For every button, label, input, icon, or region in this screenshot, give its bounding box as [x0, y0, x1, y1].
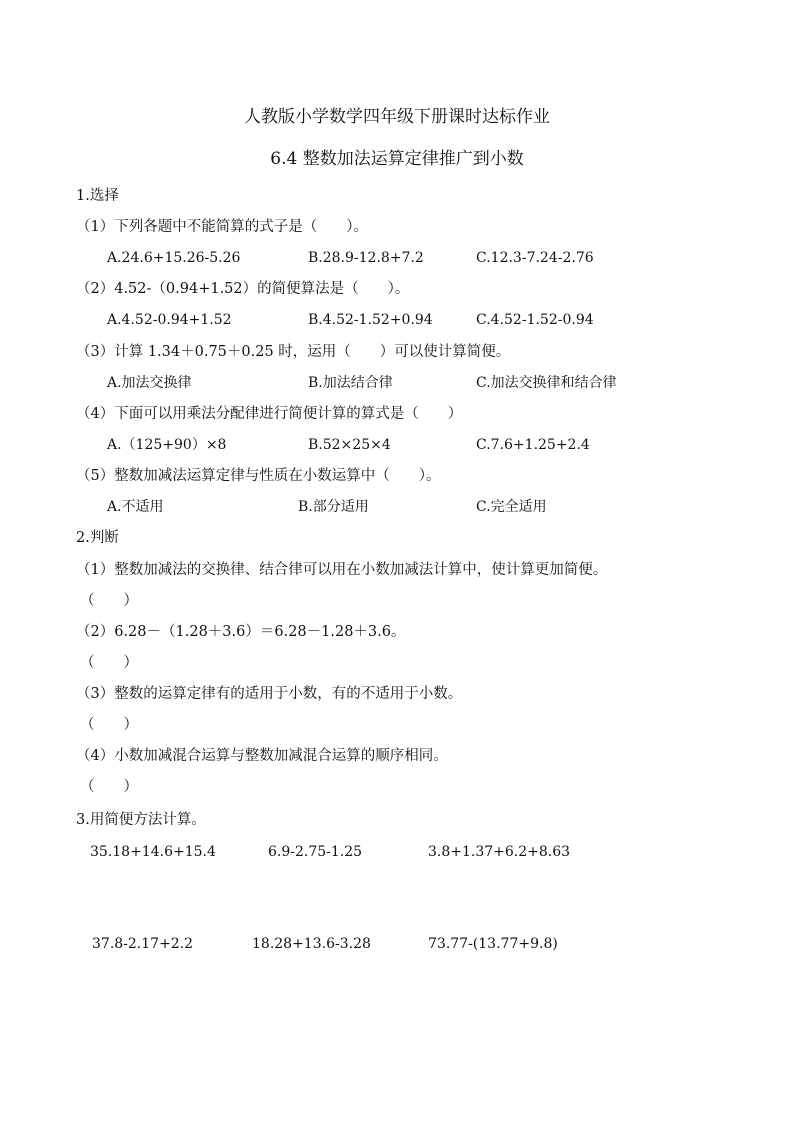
option-a: A.加法交换律: [107, 375, 192, 391]
option-b: B.部分适用: [298, 499, 369, 515]
calc-expression: 37.8-2.17+2.2: [92, 936, 194, 952]
question-text: （2）6.28－（1.28＋3.6）＝6.28－1.28＋3.6。: [76, 624, 406, 640]
calc-expression: 35.18+14.6+15.4: [90, 844, 216, 860]
answer-blank[interactable]: （ ）: [80, 779, 138, 795]
answer-blank[interactable]: （ ）: [80, 655, 138, 671]
question-text: （1）下列各题中不能简算的式子是（ ）。: [76, 219, 368, 235]
page-subtitle: 6.4 整数加法运算定律推广到小数: [270, 149, 524, 169]
option-b: B.28.9-12.8+7.2: [308, 250, 424, 266]
calc-expression: 18.28+13.6-3.28: [252, 936, 371, 952]
answer-blank[interactable]: （ ）: [80, 593, 138, 609]
question-text: （1）整数加减法的交换律、结合律可以用在小数加减法计算中，使计算更加简便。: [76, 562, 608, 578]
question-text: （5）整数加减法运算定律与性质在小数运算中（ ）。: [76, 468, 441, 484]
question-text: （4）下面可以用乘法分配律进行简便计算的算式是（ ）: [76, 406, 463, 422]
section-heading-calc: 3.用简便方法计算。: [76, 812, 206, 828]
question-text: （4）小数加减混合运算与整数加减混合运算的顺序相同。: [76, 748, 448, 764]
section-heading-judge: 2.判断: [76, 530, 119, 546]
option-b: B.4.52-1.52+0.94: [308, 312, 433, 328]
option-c: C.完全适用: [476, 499, 547, 515]
page-title: 人教版小学数学四年级下册课时达标作业: [244, 107, 550, 127]
calc-expression: 73.77-(13.77+9.8): [428, 936, 558, 952]
answer-blank[interactable]: （ ）: [80, 717, 138, 733]
option-b: B.52×25×4: [308, 437, 391, 453]
option-c: C.4.52-1.52-0.94: [476, 312, 594, 328]
option-b: B.加法结合律: [308, 375, 393, 391]
calc-expression: 3.8+1.37+6.2+8.63: [428, 844, 571, 860]
option-a: A.（125+90）×8: [107, 437, 227, 453]
option-c: C.加法交换律和结合律: [476, 375, 617, 391]
question-text: （3）计算 1.34＋0.75＋0.25 时，运用（ ）可以使计算简便。: [76, 344, 511, 360]
option-a: A.不适用: [107, 499, 164, 515]
option-c: C.7.6+1.25+2.4: [476, 437, 590, 453]
question-text: （2）4.52-（0.94+1.52）的简便算法是（ ）。: [76, 281, 410, 297]
section-heading-choose: 1.选择: [76, 188, 119, 204]
question-text: （3）整数的运算定律有的适用于小数，有的不适用于小数。: [76, 686, 463, 702]
calc-expression: 6.9-2.75-1.25: [268, 844, 363, 860]
option-c: C.12.3-7.24-2.76: [476, 250, 594, 266]
option-a: A.24.6+15.26-5.26: [107, 250, 241, 266]
option-a: A.4.52-0.94+1.52: [107, 312, 232, 328]
